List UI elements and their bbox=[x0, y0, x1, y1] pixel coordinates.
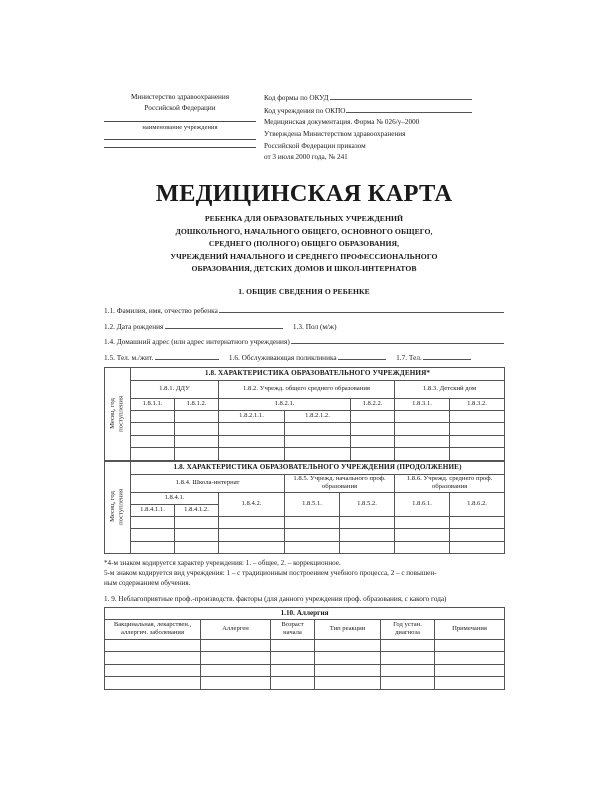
cell-input[interactable] bbox=[131, 448, 175, 461]
cell-input[interactable] bbox=[450, 529, 505, 542]
cell-input[interactable] bbox=[395, 448, 450, 461]
cell-input[interactable] bbox=[450, 448, 505, 461]
footnote-2: 5-м знаком кодируется вид учреждения: 1 – с традиционным построением учебного процесса, 2 – с повышен- bbox=[104, 569, 437, 578]
item-1-9-occupational-factors: 1. 9. Неблагоприятные проф.-производств. факторы (для данного учреждения проф. образования, с какого года) bbox=[104, 594, 447, 603]
group-secondary-vocational: 1.8.6. Учрежд. среднего проф. образования bbox=[395, 474, 505, 492]
table-18-band-title: 1.8. ХАРАКТЕРИСТИКА ОБРАЗОВАТЕЛЬНОГО УЧРЕЖДЕНИЯ* bbox=[131, 367, 505, 380]
code-1851: 1.8.5.1. bbox=[285, 492, 340, 516]
cell-input[interactable] bbox=[175, 410, 219, 423]
cell-input[interactable] bbox=[450, 435, 505, 448]
ministry-name bbox=[104, 92, 256, 114]
cell-input[interactable] bbox=[381, 639, 435, 652]
code-1862: 1.8.6.2. bbox=[450, 492, 505, 516]
cell-input[interactable] bbox=[435, 677, 505, 690]
table-row bbox=[105, 410, 505, 423]
group-general-secondary: 1.8.2. Учрежд. общего среднего образования bbox=[219, 380, 395, 398]
cell-input[interactable] bbox=[175, 516, 219, 529]
cell-input[interactable] bbox=[219, 541, 285, 554]
institution-block bbox=[104, 92, 264, 148]
column-header-allergen: Аллерген bbox=[201, 619, 271, 639]
cell-input[interactable] bbox=[219, 423, 285, 436]
table-row bbox=[105, 607, 505, 619]
cell-input[interactable] bbox=[450, 541, 505, 554]
cell-input[interactable] bbox=[175, 423, 219, 436]
cell-input[interactable] bbox=[175, 529, 219, 542]
institution-rule-3 bbox=[104, 147, 256, 148]
footnote-1: *4-м знаком кодируется характер учреждения: 1. – общее, 2. – коррекционное. bbox=[104, 559, 341, 568]
table-education-institution bbox=[104, 367, 505, 461]
cell-input[interactable] bbox=[435, 664, 505, 677]
cell-input[interactable] bbox=[285, 516, 340, 529]
cell-input[interactable] bbox=[351, 448, 395, 461]
cell-input[interactable] bbox=[395, 529, 450, 542]
cell-input[interactable] bbox=[271, 664, 315, 677]
cell-input[interactable] bbox=[435, 639, 505, 652]
cell-input[interactable] bbox=[435, 652, 505, 665]
doc-reference-line-3: Российской Федерации приказом bbox=[264, 141, 366, 150]
table-row bbox=[105, 492, 505, 504]
table-110-band-title: 1.10. Аллергия bbox=[105, 607, 505, 619]
table-row bbox=[105, 448, 505, 461]
cell-input[interactable] bbox=[381, 652, 435, 665]
subtitle-line-4: УЧРЕЖДЕНИЙ НАЧАЛЬНОГО И СРЕДНЕГО ПРОФЕССИОНАЛЬНОГО bbox=[170, 251, 438, 261]
table-row bbox=[105, 652, 505, 665]
cell-input[interactable] bbox=[381, 677, 435, 690]
cell-input[interactable] bbox=[219, 435, 285, 448]
field-sex-input[interactable] bbox=[338, 321, 504, 329]
cell-input[interactable] bbox=[351, 435, 395, 448]
code-1822: 1.8.2.2. bbox=[351, 398, 395, 410]
cell-input[interactable] bbox=[450, 423, 505, 436]
ministry-line-1: Министерство здравоохранения bbox=[130, 93, 230, 101]
cell-input[interactable] bbox=[201, 652, 271, 665]
field-home-address-input[interactable] bbox=[291, 336, 504, 345]
okud-row bbox=[264, 92, 504, 105]
code-1861: 1.8.6.1. bbox=[395, 492, 450, 516]
rotated-month-year-text-cont: Месяц, год поступления bbox=[108, 489, 125, 526]
subtitle-line-1: РЕБЕНКА ДЛЯ ОБРАЗОВАТЕЛЬНЫХ УЧРЕЖДЕНИЙ bbox=[204, 214, 404, 224]
field-sex-label: 1.3. Пол (м/ж) bbox=[292, 321, 337, 331]
table-row bbox=[105, 435, 505, 448]
cell-input[interactable] bbox=[315, 639, 381, 652]
group-boarding-school: 1.8.4. Школа-интернат bbox=[131, 474, 285, 492]
table-row bbox=[105, 398, 505, 410]
footnote-3: ным содержанием обучения. bbox=[104, 579, 191, 588]
table-allergy bbox=[104, 607, 505, 690]
cell-input[interactable] bbox=[271, 677, 315, 690]
cell-input[interactable] bbox=[175, 435, 219, 448]
table-education-institution-continued bbox=[104, 461, 505, 555]
institution-rule-1 bbox=[104, 121, 256, 122]
table-row bbox=[105, 423, 505, 436]
column-header-notes: Примечания bbox=[435, 619, 505, 639]
cell-input[interactable] bbox=[175, 448, 219, 461]
subtitle-line-5: ОБРАЗОВАНИЯ, ДЕТСКИХ ДОМОВ И ШКОЛ-ИНТЕРНАТОВ bbox=[191, 264, 417, 274]
cell-input[interactable] bbox=[351, 423, 395, 436]
cell-input[interactable] bbox=[381, 664, 435, 677]
code-1832: 1.8.3.2. bbox=[450, 398, 505, 410]
child-info-fields bbox=[104, 305, 504, 363]
cell-input[interactable] bbox=[131, 541, 175, 554]
cell-input[interactable] bbox=[395, 541, 450, 554]
table-row bbox=[105, 474, 505, 492]
table-row bbox=[105, 380, 505, 398]
cell-input[interactable] bbox=[105, 652, 201, 665]
okpo-input-line[interactable] bbox=[346, 105, 472, 113]
page-title: МЕДИЦИНСКАЯ КАРТА bbox=[155, 179, 453, 207]
cell-input[interactable] bbox=[315, 664, 381, 677]
cell-input[interactable] bbox=[285, 529, 340, 542]
field-home-address-label: 1.4. Домашний адрес (или адрес интернатного учреждения) bbox=[104, 337, 290, 347]
institution-caption: наименование учреждения bbox=[142, 124, 218, 132]
group-primary-vocational: 1.8.5. Учрежд. начального проф. образования bbox=[285, 474, 395, 492]
code-18211: 1.8.2.1.1. bbox=[219, 410, 285, 423]
field-full-name-label: 1.1. Фамилия, имя, отчество ребенка bbox=[104, 306, 218, 316]
cell-input[interactable] bbox=[285, 448, 351, 461]
cell-input[interactable] bbox=[175, 541, 219, 554]
field-phone-and-clinic bbox=[104, 351, 504, 362]
table-row bbox=[105, 461, 505, 474]
code-18412: 1.8.4.1.2. bbox=[175, 504, 219, 516]
field-full-name-input[interactable] bbox=[219, 305, 504, 314]
section-1-heading: 1. ОБЩИЕ СВЕДЕНИЯ О РЕБЕНКЕ bbox=[238, 286, 370, 296]
code-1841: 1.8.4.1. bbox=[131, 492, 219, 504]
cell-input[interactable] bbox=[395, 516, 450, 529]
form-sheet bbox=[104, 92, 504, 690]
column-header-vaccine-drug-allergic-diseases: Вакцинальная, лекарствен., аллергич. заболевания bbox=[105, 619, 201, 639]
field-home-phone-input[interactable] bbox=[155, 351, 219, 360]
cell-input[interactable] bbox=[131, 516, 175, 529]
cell-input[interactable] bbox=[395, 435, 450, 448]
cell-input[interactable] bbox=[340, 516, 395, 529]
group-orphanage: 1.8.3. Детский дом bbox=[395, 380, 505, 398]
field-home-address bbox=[104, 336, 504, 347]
subtitle-line-3: СРЕДНЕГО (ПОЛНОГО) ОБЩЕГО ОБРАЗОВАНИЯ, bbox=[208, 239, 400, 249]
cell-input[interactable] bbox=[105, 639, 201, 652]
cell-input[interactable] bbox=[340, 541, 395, 554]
doc-reference-line-1: Медицинская документация. Форма № 026/у–2000 bbox=[264, 118, 420, 127]
cell-input[interactable] bbox=[450, 410, 505, 423]
field-birthdate-input[interactable] bbox=[165, 320, 283, 329]
rotated-month-year-text: Месяц, год поступления bbox=[108, 395, 125, 432]
field-birthdate-label: 1.2. Дата рождения bbox=[104, 321, 164, 331]
cell-input[interactable] bbox=[131, 423, 175, 436]
cell-input[interactable] bbox=[271, 639, 315, 652]
cell-input[interactable] bbox=[395, 423, 450, 436]
cell-input[interactable] bbox=[315, 652, 381, 665]
footnotes bbox=[104, 558, 504, 588]
cell-input[interactable] bbox=[285, 423, 351, 436]
cell-input[interactable] bbox=[219, 448, 285, 461]
form-codes-block bbox=[264, 92, 504, 164]
cell-input[interactable] bbox=[219, 529, 285, 542]
column-header-onset-age: Возраст начала bbox=[271, 619, 315, 639]
institution-rule-2 bbox=[104, 139, 256, 140]
doc-reference-line-4: от 3 июля 2000 года, № 241 bbox=[264, 153, 348, 162]
form-header bbox=[104, 92, 504, 164]
table-header-row bbox=[105, 619, 505, 639]
cell-input[interactable] bbox=[105, 677, 201, 690]
cell-input[interactable] bbox=[395, 410, 450, 423]
cell-input[interactable] bbox=[131, 410, 175, 423]
cell-input[interactable] bbox=[285, 541, 340, 554]
cell-input[interactable] bbox=[351, 410, 395, 423]
okud-label: Код формы по ОКУД bbox=[264, 94, 329, 102]
table-row bbox=[105, 516, 505, 529]
cell-input[interactable] bbox=[201, 639, 271, 652]
column-header-reaction-type: Тип реакции bbox=[315, 619, 381, 639]
page-subtitle bbox=[104, 213, 504, 275]
field-birthdate-and-sex bbox=[104, 320, 504, 331]
okpo-label: Код учреждения по ОКПО bbox=[264, 106, 346, 115]
code-1812: 1.8.1.2. bbox=[175, 398, 219, 410]
okud-input-line[interactable] bbox=[330, 92, 472, 100]
cell-input[interactable] bbox=[271, 652, 315, 665]
cell-input[interactable] bbox=[315, 677, 381, 690]
table-18-cont-band-title: 1.8. ХАРАКТЕРИСТИКА ОБРАЗОВАТЕЛЬНОГО УЧРЕЖДЕНИЯ (ПРОДОЛЖЕНИЕ) bbox=[131, 461, 505, 474]
cell-input[interactable] bbox=[201, 677, 271, 690]
cell-input[interactable] bbox=[131, 529, 175, 542]
doc-reference-line-2: Утверждена Министерством здравоохранения bbox=[264, 129, 406, 138]
code-1842: 1.8.4.2. bbox=[219, 492, 285, 516]
cell-input[interactable] bbox=[105, 664, 201, 677]
field-clinic-label: 1.6. Обслуживающая поликлиника bbox=[228, 352, 337, 362]
cell-input[interactable] bbox=[340, 529, 395, 542]
field-full-name bbox=[104, 305, 504, 316]
rotated-month-year-label-cont bbox=[105, 461, 131, 554]
table-row bbox=[105, 639, 505, 652]
table-row bbox=[105, 529, 505, 542]
okpo-row bbox=[264, 105, 504, 118]
rotated-month-year-label bbox=[105, 367, 131, 460]
code-1811: 1.8.1.1. bbox=[131, 398, 175, 410]
group-ddu: 1.8.1. ДДУ bbox=[131, 380, 219, 398]
code-18212: 1.8.2.1.2. bbox=[285, 410, 351, 423]
subtitle-line-2: ДОШКОЛЬНОГО, НАЧАЛЬНОГО ОБЩЕГО, ОСНОВНОГО ОБЩЕГО, bbox=[175, 226, 433, 236]
field-clinic-input[interactable] bbox=[338, 351, 386, 360]
ministry-line-2: Российской Федерации bbox=[144, 103, 216, 112]
cell-input[interactable] bbox=[285, 435, 351, 448]
table-row bbox=[105, 664, 505, 677]
table-row bbox=[105, 541, 505, 554]
field-clinic-phone-input[interactable] bbox=[423, 351, 471, 360]
cell-input[interactable] bbox=[450, 516, 505, 529]
cell-input[interactable] bbox=[219, 516, 285, 529]
code-18411: 1.8.4.1.1. bbox=[131, 504, 175, 516]
code-1821: 1.8.2.1. bbox=[219, 398, 351, 410]
column-header-diagnosis-year: Год устан. диагноза bbox=[381, 619, 435, 639]
field-home-phone-label: 1.5. Тел. м./жит. bbox=[104, 352, 154, 362]
code-1831: 1.8.3.1. bbox=[395, 398, 450, 410]
table-row bbox=[105, 677, 505, 690]
cell-input[interactable] bbox=[201, 664, 271, 677]
code-1852: 1.8.5.2. bbox=[340, 492, 395, 516]
cell-input[interactable] bbox=[131, 435, 175, 448]
field-clinic-phone-label: 1.7. Тел. bbox=[396, 352, 422, 362]
table-row bbox=[105, 367, 505, 380]
